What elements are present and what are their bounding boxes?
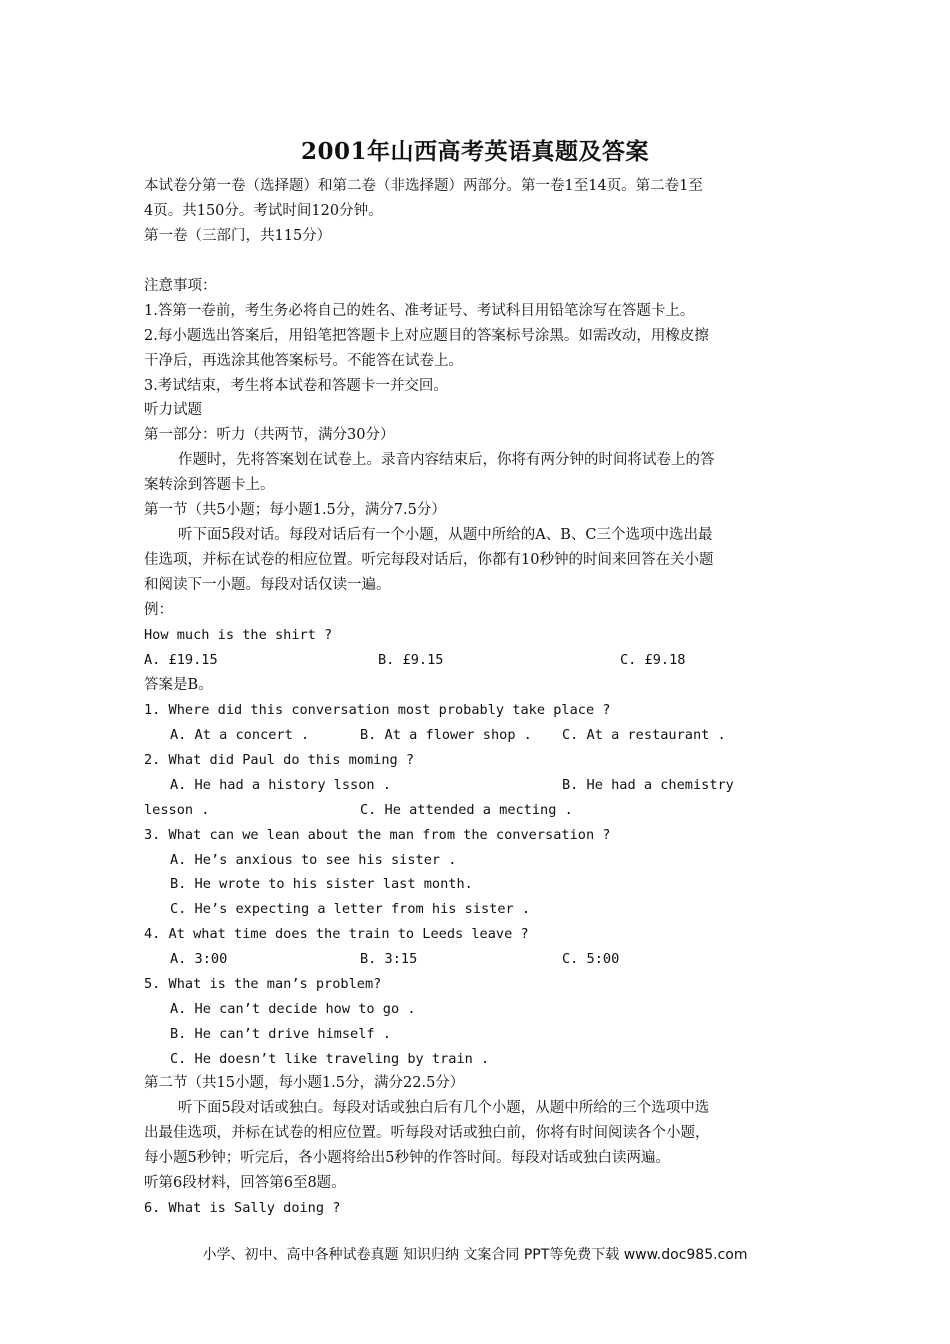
section1-heading: 第一节（共5小题；每小题1.5分，满分7.5分） xyxy=(144,502,446,518)
q5-option-c: C. He doesn’t like traveling by train . xyxy=(170,1051,490,1067)
page-title: 2001年山西高考英语真题及答案 xyxy=(300,138,649,165)
section2-text-4: 听第6段材料，回答第6至8题。 xyxy=(144,1175,346,1191)
q3-option-a: A. He’s anxious to see his sister . xyxy=(170,852,457,868)
note-1: 1.答第一卷前，考生务必将自己的姓名、准考证号、考试科目用铅笔涂写在答题卡上。 xyxy=(144,303,695,319)
example-question: How much is the shirt ? xyxy=(144,627,333,643)
q3-option-c: C. He’s expecting a letter from his sister . xyxy=(170,901,531,917)
section2-text-3: 每小题5秒钟；听完后，各小题将给出5秒钟的作答时间。每段对话或独白读两遍。 xyxy=(144,1150,670,1166)
notes-heading: 注意事项： xyxy=(144,278,217,294)
question-6: 6. What is Sally doing ? xyxy=(144,1200,341,1216)
note-2-line-1: 2.每小题选出答案后，用铅笔把答题卡上对应题目的答案标号涂黑。如需改动，用橡皮擦 xyxy=(144,328,709,344)
section2-heading: 第二节（共15小题，每小题1.5分，满分22.5分） xyxy=(144,1075,465,1091)
q3-option-b: B. He wrote to his sister last month. xyxy=(170,876,473,892)
q2-option-c: C. He attended a mecting . xyxy=(360,802,573,818)
question-1: 1. Where did this conversation most probably take place ? xyxy=(144,702,611,718)
example-answer: 答案是B。 xyxy=(144,677,213,693)
example-option-a: A. £19.15 xyxy=(144,652,218,668)
part1-heading: 第一部分：听力（共两节，满分30分） xyxy=(144,427,395,443)
example-label: 例： xyxy=(144,602,173,618)
part1-text-2: 案转涂到答题卡上。 xyxy=(144,477,275,493)
question-3: 3. What can we lean about the man from the conversation ? xyxy=(144,827,611,843)
footer-text: 小学、初中、高中各种试卷真题 知识归纳 文案合同 PPT等免费下载 www.doc985.com xyxy=(202,1247,748,1263)
section1-text-2: 佳选项，并标在试卷的相应位置。听完每段对话后，你都有10秒钟的时间来回答在关小题 xyxy=(144,552,714,568)
q5-option-a: A. He can’t decide how to go . xyxy=(170,1001,416,1017)
q4-option-a: A. 3:00 xyxy=(170,951,228,967)
section1-text-1: 听下面5段对话。每段对话后有一个小题，从题中所给的A、B、C三个选项中选出最 xyxy=(178,527,713,543)
question-2: 2. What did Paul do this moming ? xyxy=(144,752,415,768)
question-4: 4. At what time does the train to Leeds leave ? xyxy=(144,926,529,942)
intro-line-3: 第一卷（三部门，共115分） xyxy=(144,228,332,244)
intro-line-2: 4页。共150分。考试时间120分钟。 xyxy=(144,203,383,219)
listening-heading: 听力试题 xyxy=(144,402,202,418)
q1-option-b: B. At a flower shop . xyxy=(360,727,532,743)
q4-option-c: C. 5:00 xyxy=(562,951,620,967)
q5-option-b: B. He can’t drive himself . xyxy=(170,1026,391,1042)
note-3: 3.考试结束，考生将本试卷和答题卡一并交回。 xyxy=(144,378,448,394)
part1-text-1: 作题时，先将答案划在试卷上。录音内容结束后，你将有两分钟的时间将试卷上的答 xyxy=(178,452,715,468)
q2-option-b: B. He had a chemistry xyxy=(562,777,734,793)
q2-option-b-cont: lesson . xyxy=(144,802,210,818)
section2-text-1: 听下面5段对话或独白。每段对话或独白后有几个小题，从题中所给的三个选项中选 xyxy=(178,1100,710,1116)
intro-line-1: 本试卷分第一卷（选择题）和第二卷（非选择题）两部分。第一卷1至14页。第二卷1至 xyxy=(144,178,703,194)
q1-option-c: C. At a restaurant . xyxy=(562,727,726,743)
q4-option-b: B. 3:15 xyxy=(360,951,418,967)
example-option-b: B. £9.15 xyxy=(378,652,444,668)
note-2-line-2: 干净后，再选涂其他答案标号。不能答在试卷上。 xyxy=(144,353,463,369)
q2-option-a: A. He had a history lsson . xyxy=(170,777,391,793)
q1-option-a: A. At a concert . xyxy=(170,727,310,743)
question-5: 5. What is the man’s problem? xyxy=(144,976,382,992)
section1-text-3: 和阅读下一小题。每段对话仅读一遍。 xyxy=(144,577,391,593)
example-option-c: C. £9.18 xyxy=(620,652,686,668)
section2-text-2: 出最佳选项，并标在试卷的相应位置。听每段对话或独白前，你将有时间阅读各个小题， xyxy=(144,1125,710,1141)
